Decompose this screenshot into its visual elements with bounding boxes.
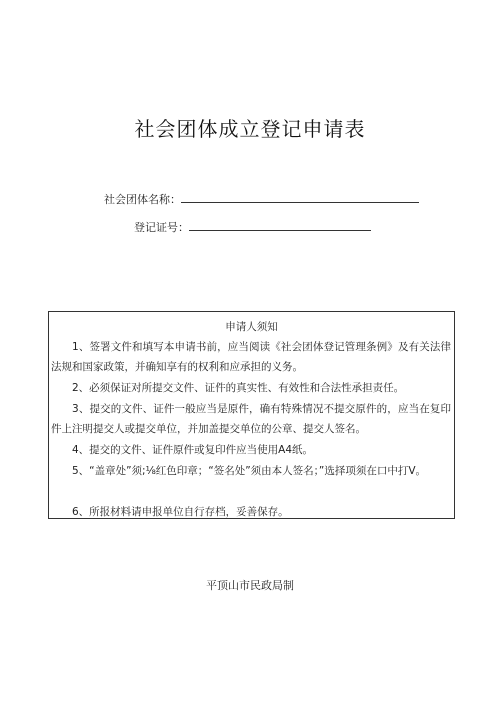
notice-item-4: 4、提交的文件、证件原件或复印件应当使用A4纸。 bbox=[72, 444, 314, 456]
notice-heading: 申请人须知 bbox=[225, 321, 278, 333]
registration-number-label: 登记证号： bbox=[134, 221, 189, 234]
form-title: 社会团体成立登记申请表 bbox=[134, 117, 366, 141]
registration-number-field bbox=[134, 219, 371, 235]
issuer-footer: 平顶山市民政局制 bbox=[206, 579, 294, 592]
notice-item-2: 2、必须保证对所提交文件、证件的真实性、有效性和合法性承担责任。 bbox=[72, 382, 405, 394]
registration-number-input-line[interactable] bbox=[189, 219, 371, 231]
organization-name-field bbox=[104, 191, 419, 207]
notice-item-5: 5、“盖章处”须;⅛红色印章；“签名处”须由本人签名；”选择项须在口中打V。 bbox=[72, 465, 427, 477]
notice-item-1: 1、签署文件和填写本申请书前，应当阅读《社会团体登记管理条例》及有关法律法规和国家政策，并确知享有的权利和应承担的义务。 bbox=[51, 341, 451, 373]
notice-item-3: 3、提交的文件、证件一般应当是原件，确有特殊情况不提交原件的，应当在复印件上注明提交人或提交单位，并加盖提交单位的公章、提交人签名。 bbox=[51, 403, 451, 435]
organization-name-input-line[interactable] bbox=[181, 191, 419, 203]
notice-item-6: 6、所报材料请申报单位自行存档，妥善保存。 bbox=[72, 506, 289, 518]
organization-name-label: 社会团体名称： bbox=[104, 193, 181, 206]
applicant-notice-box bbox=[48, 311, 455, 519]
